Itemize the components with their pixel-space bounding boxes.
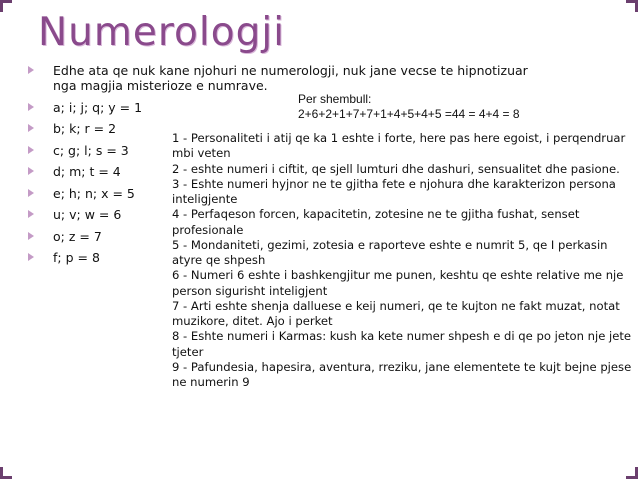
number-meaning-1: 1 - Personaliteti i atij qe ka 1 eshte i forte, here pas here egoist, i perqendruar mbi veten <box>172 131 626 161</box>
letter-group-text: u; v; w = 6 <box>53 207 122 222</box>
letter-group-text: e; h; n; x = 5 <box>53 185 135 201</box>
letter-group-text: o; z = 7 <box>53 228 102 244</box>
bullet-arrow-icon <box>28 232 34 240</box>
number-meaning-9: 9 - Pafundesia, hapesira, aventura, rreziku, jane elementete te kujt bejne pjese ne numerin 9 <box>172 359 632 389</box>
number-meaning-2: 2 - eshte numeri i ciftit, qe sjell lumturi dhe dashuri, sensualitet dhe pasione. <box>172 161 620 176</box>
slide-title: Numerologji <box>38 10 286 55</box>
intro-line-2: nga magjia misterioze e numrave. <box>53 78 268 93</box>
example-label: Per shembull: <box>298 92 372 106</box>
corner-ornament-top-left <box>0 0 14 14</box>
number-meaning-7: 7 - Arti eshte shenja dalluese e keij numeri, qe te kujton ne fakt muzat, notat muzikore, ditet. Ajo i perket <box>172 298 620 328</box>
example-box <box>298 92 520 122</box>
bullet-arrow-icon <box>28 210 34 218</box>
bullet-arrow-icon <box>28 146 34 154</box>
number-meaning-3: 3 - Eshte numeri hyjnor ne te gjitha fete e njohura dhe karakterizon persona inteligjente <box>172 176 616 206</box>
bullet-arrow-icon <box>28 124 34 132</box>
letter-group-text: d; m; t = 4 <box>53 164 121 179</box>
letter-group-text: b; k; r = 2 <box>53 121 117 136</box>
bullet-arrow-icon <box>28 66 34 74</box>
number-meaning-4: 4 - Perfaqeson forcen, kapacitetin, zotesine ne te gjitha fushat, senset profesionale <box>172 207 580 237</box>
letter-group-text: c; g; l; s = 3 <box>53 142 129 158</box>
letter-group-text: a; i; j; q; y = 1 <box>53 99 143 115</box>
number-meaning-5: 5 - Mondaniteti, gezimi, zotesia e raporteve eshte e numrit 5, qe I perkasin atyre qe shpesh <box>172 237 608 267</box>
corner-ornament-bottom-right <box>624 465 638 479</box>
number-meanings-list <box>172 131 634 390</box>
intro-bullet <box>26 63 626 93</box>
bullet-arrow-icon <box>28 103 34 111</box>
letter-group-text: f; p = 8 <box>53 250 100 265</box>
number-meaning-8: 8 - Eshte numeri i Karmas: kush ka kete numer shpesh e di qe po jeton nje jete tjeter <box>172 329 632 359</box>
corner-ornament-bottom-left <box>0 465 14 479</box>
corner-ornament-top-right <box>624 0 638 14</box>
number-meaning-6: 6 - Numeri 6 eshte i bashkengjitur me punen, keshtu qe eshte relative me nje person sigurisht inteligjent <box>172 268 624 298</box>
bullet-arrow-icon <box>28 253 34 261</box>
bullet-arrow-icon <box>28 167 34 175</box>
bullet-arrow-icon <box>28 189 34 197</box>
intro-line-1: Edhe ata qe nuk kane njohuri ne numerologji, nuk jane vecse te hipnotizuar <box>53 63 528 78</box>
example-calculation: 2+6+2+1+7+7+1+4+5+4+5 =44 = 4+4 = 8 <box>298 107 520 121</box>
